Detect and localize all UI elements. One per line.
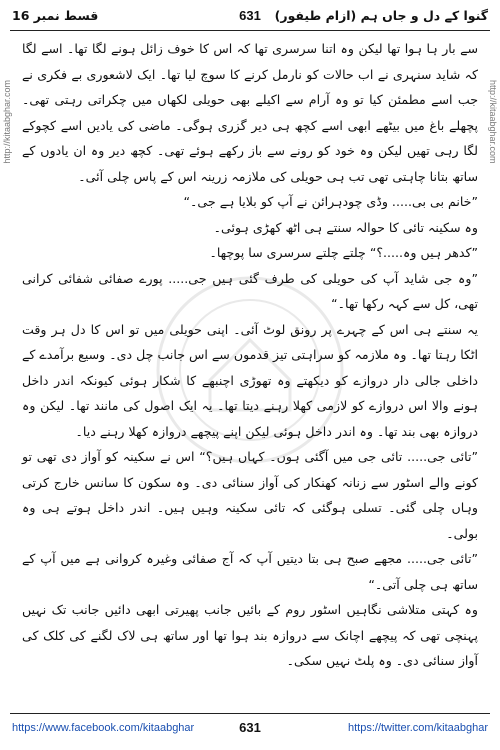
paragraph: ”خانم بی بی..... وڈی چودہرائن نے آپ کو بلایا ہے جی۔“ [183, 194, 478, 209]
story-text [22, 36, 478, 674]
header-divider [10, 30, 490, 31]
twitter-link[interactable]: https://twitter.com/kitaabghar [347, 722, 488, 734]
paragraph: ”تائی جی..... مجھے صبح ہی بتا دیتیں آپ کہ آج صفائی وغیرہ کروانی ہے میں آپ کے ساتھ ہی چلی آتی۔“ [22, 551, 478, 592]
book-title: گنوا کے دل و جاں ہم (ازام طیفور) [274, 8, 488, 23]
side-watermark-right: http://kitaabghar.com [488, 80, 498, 164]
page-footer [12, 719, 488, 741]
paragraph: ”وہ جی شاید آپ کی حویلی کی طرف گئی ہیں جی..... پورے صفائی شفائی کرانی تھی، کل سے کہہ رکھا تھا۔“ [22, 270, 478, 311]
paragraph: یہ سنتے ہی اس کے چہرے پر رونق لوٹ آئی۔ اپنی حویلی میں تو اس کا دل ہر وقت اٹکا رہتا تھا۔ وہ ملازمہ کو سراہتی تیز قدموں سے اس جانب چل دی۔ وسیع برآمدے کے داخلی جالی دار دروازے کو دیکھتے وہ تھوڑی اچنبھے کا شکار ہوئی کیونکہ اندر داخل ہونے والا اس دروازے کو لازمی کھلا رہنے دیتا تھا۔ یہ ایک اصول کی مانند تھا۔ لیکن وہ دروازہ بھی بند تھا۔ وہ اندر داخل ہوئی لیکن اپنے پیچھے دروازہ کھلا رہنے دیا۔ [22, 321, 478, 439]
footer-divider [10, 713, 490, 714]
page-header [12, 6, 488, 30]
page-number-top: 631 [239, 8, 261, 23]
side-watermark-left: http://kitaabghar.com [2, 80, 12, 164]
facebook-link[interactable]: https://www.facebook.com/kitaabghar [12, 722, 195, 734]
paragraph: سے بار ہا ہوا تھا لیکن وہ اتنا سرسری تھا کہ اس کا خوف زائل ہونے لگا تھا۔ اسے لگا کہ شاید سنہری نے اب حالات کو نارمل کرنے کا سوچ لیا تھا۔ ایک لاشعوری بے فکری نے جب اسے مطمئن کیا تو وہ آرام سے اکیلے بھی حویلی لکھاں میں چکراتی رہتی تھی۔ پچھلے باغ میں بیٹھے ابھی اسے کچھ ہی دیر گزری ہوگی۔ ماضی کی یادیں اسے کچوکے لگا رہی تھیں لیکن وہ خود کو رونے سے باز رکھے ہوئے تھی۔ کچھ دیر وہ ان یادوں کے ساتھ بتانا چاہتی تھی تب ہی حویلی کی ملازمہ زرینہ اس کے پاس چلی آئی۔ [22, 41, 478, 184]
paragraph: وہ کہتی متلاشی نگاہیں اسٹور روم کے بائیں جانب پھیرتی ابھی دائیں جانب تک نہیں پہنچی تھی کہ پیچھے اچانک سے دروازہ بند ہوا تھا اور ساتھ ہی لاک لگنے کی کلک کی آواز سنائی دی۔ وہ پلٹ نہیں سکی۔ [22, 602, 478, 668]
page-number-bottom: 631 [239, 720, 261, 735]
paragraph: ”کدھر ہیں وہ.....؟“ چلتے چلتے سرسری سا پوچھا۔ [209, 245, 478, 260]
episode-number: قسط نمبر 16 [12, 8, 99, 23]
paragraph: وہ سکینہ تائی کا حوالہ سنتے ہی اٹھ کھڑی ہوئی۔ [213, 219, 478, 235]
paragraph: ”تائی جی..... تائی جی میں آگئی ہوں۔ کہاں ہیں؟“ اس نے سکینہ کو آواز دی تھی تو کونے والے اسٹور سے زنانہ کھنکار کی آواز سنائی دی۔ وہ سکون کا سانس خارج کرتی وہاں چلی گئی۔ تسلی ہوگئی کہ تائی سکینہ وہیں ہیں۔ اندر داخل ہوتے ہی وہ بولی۔ [22, 449, 478, 541]
